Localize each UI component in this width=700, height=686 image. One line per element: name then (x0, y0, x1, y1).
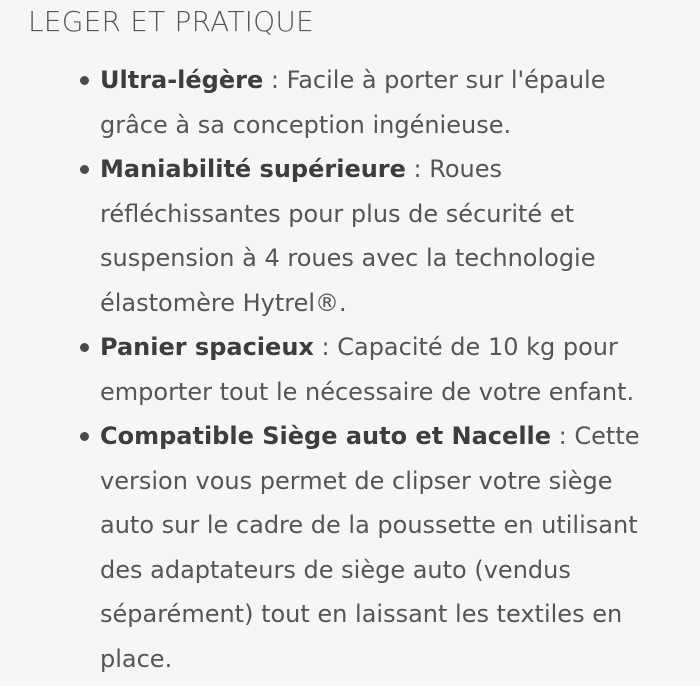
feature-name: Ultra-légère (100, 66, 264, 94)
feature-name: Maniabilité supérieure (100, 155, 406, 183)
feature-item-panier (100, 325, 672, 414)
feature-description: Cette version vous permet de clipser votre siège auto sur le cadre de la poussette en utilisant des adaptateurs de siège auto (vendus séparément) tout en laissant les textiles en place. (100, 422, 640, 673)
feature-separator: : (313, 333, 338, 361)
feature-item-maniabilite (100, 147, 672, 325)
feature-item-ultra-legere (100, 58, 672, 147)
feature-separator: : (263, 66, 287, 94)
feature-list (100, 58, 672, 681)
feature-description: Roues réfléchissantes pour plus de sécurité et suspension à 4 roues avec la technologie élastomère Hytrel®. (100, 155, 596, 317)
section-title: LEGER ET PRATIQUE (28, 5, 314, 38)
feature-separator: : (551, 422, 575, 450)
feature-description: Capacité de 10 kg pour emporter tout le nécessaire de votre enfant. (100, 333, 635, 406)
feature-item-compatible (100, 414, 672, 681)
feature-separator: : (405, 155, 430, 183)
bullet-icon (80, 165, 89, 174)
feature-name: Compatible Siège auto et Nacelle (100, 422, 552, 450)
feature-description: Facile à porter sur l'épaule grâce à sa conception ingénieuse. (100, 66, 606, 139)
feature-name: Panier spacieux (100, 333, 314, 361)
bullet-icon (80, 432, 89, 441)
bullet-icon (80, 343, 89, 352)
bullet-icon (80, 76, 89, 85)
